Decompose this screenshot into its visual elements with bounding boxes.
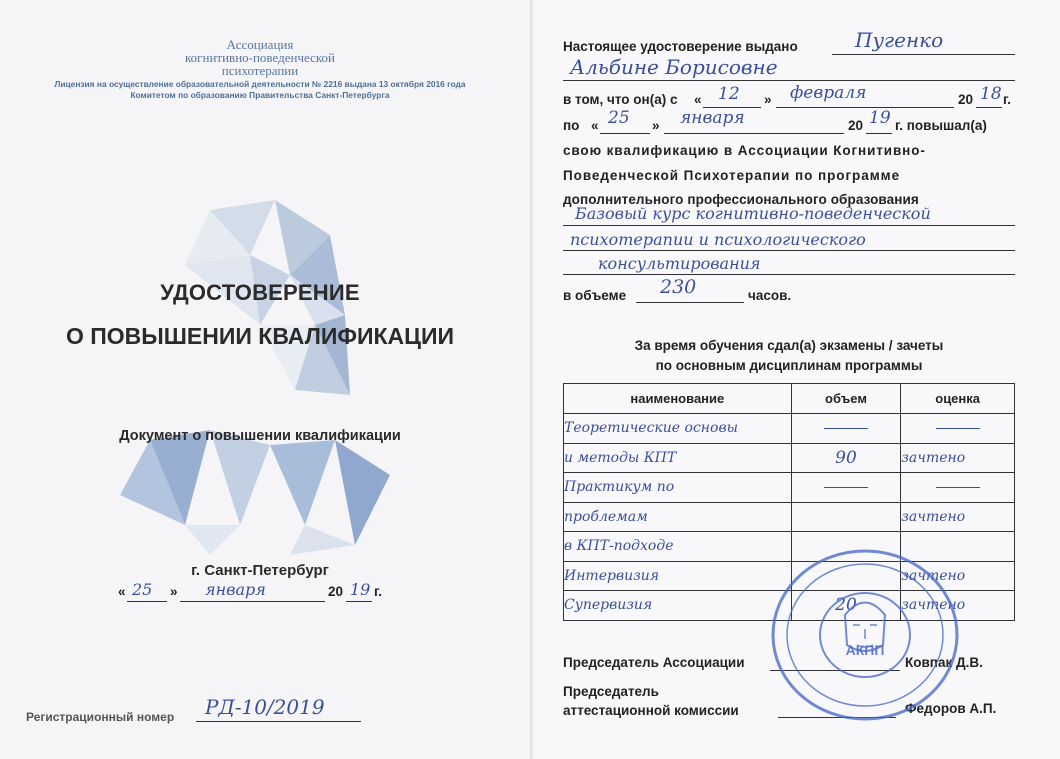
- association-line: когнитивно-поведенческой: [185, 50, 335, 65]
- date-quote-open: «: [118, 584, 126, 599]
- to-year-end: г. повышал(а): [895, 118, 987, 133]
- name-line: [563, 80, 1015, 81]
- volume-unit: часов.: [748, 288, 792, 303]
- date-day: 25: [132, 580, 153, 599]
- table-row: [564, 443, 1015, 473]
- commission-label-2: аттестационной комиссии: [563, 703, 739, 718]
- header-grade: оценка: [901, 384, 1015, 414]
- to-year-prefix: 20: [848, 118, 864, 133]
- program-line-3: [563, 274, 1015, 275]
- dash-mark: [936, 428, 980, 429]
- registration-label: Регистрационный номер: [26, 710, 175, 724]
- table-row: [564, 502, 1015, 532]
- body-line-3: дополнительного профессионального образования: [563, 192, 919, 207]
- polygonal-portrait-watermark: [90, 195, 420, 565]
- to-day-line: [600, 133, 650, 134]
- chairman-label: Председатель Ассоциации: [563, 655, 745, 670]
- date-year-prefix: 20: [328, 584, 344, 599]
- recipient-surname: Пугенко: [855, 28, 944, 52]
- stamp-center-text: АКПП: [845, 642, 885, 658]
- date-quote-close: »: [170, 584, 178, 599]
- commission-label-1: Председатель: [563, 684, 659, 699]
- row-grade: зачтено: [901, 502, 1015, 532]
- to-label: по: [563, 118, 580, 133]
- document-title-line2: О ПОВЫШЕНИИ КВАЛИФИКАЦИИ: [65, 323, 455, 349]
- exams-heading-2: по основным дисциплинам программы: [655, 358, 923, 373]
- volume-line: [636, 302, 744, 303]
- program-line-2: [563, 250, 1015, 251]
- from-year-end: г.: [1003, 92, 1012, 107]
- header-volume: объем: [791, 384, 901, 414]
- program-text-3: консультирования: [598, 254, 761, 273]
- to-year-line: [866, 133, 892, 134]
- association-name: [120, 38, 400, 77]
- association-line: психотерапии: [221, 63, 299, 78]
- date-month-line: [180, 601, 325, 602]
- to-quote-close: »: [652, 118, 660, 133]
- row-name: Практикум по: [564, 473, 792, 503]
- license-text: [10, 79, 510, 101]
- row-volume: 90: [791, 443, 901, 473]
- row-name: и методы КПТ: [564, 443, 792, 473]
- row-volume: [791, 502, 901, 532]
- to-month-line: [664, 133, 844, 134]
- row-grade: зачтено: [901, 443, 1015, 473]
- to-month: января: [680, 108, 745, 128]
- dash-mark: [824, 428, 868, 429]
- row-grade: [901, 414, 1015, 444]
- from-year-line: [976, 107, 1002, 108]
- from-day: 12: [718, 84, 740, 104]
- commission-name: Федоров А.П.: [905, 701, 997, 716]
- table-header-row: [564, 384, 1015, 414]
- volume-value: 230: [660, 276, 697, 298]
- dash-mark: [936, 487, 980, 488]
- from-quote-open: «: [694, 92, 702, 107]
- from-label: в том, что он(а) с: [563, 92, 678, 107]
- recipient-name: Альбине Борисовне: [570, 55, 778, 79]
- license-line: Комитетом по образованию Правительства Санкт-Петербурга: [130, 90, 390, 100]
- row-volume: 20: [791, 591, 901, 621]
- row-name: Теоретические основы: [564, 414, 792, 444]
- date-year: 19: [350, 580, 371, 599]
- row-volume: [791, 414, 901, 444]
- body-line-2: Поведенческой Психотерапии по программе: [563, 168, 901, 183]
- program-line-1: [563, 225, 1015, 226]
- from-year: 18: [980, 84, 1002, 104]
- volume-label: в объеме: [563, 288, 627, 303]
- dash-mark: [824, 487, 868, 488]
- table-row: [564, 414, 1015, 444]
- license-line: Лицензия на осуществление образовательной деятельности № 2216 выдана 13 октября 2016 года: [54, 79, 466, 89]
- document-subtitle: Документ о повышении квалификации: [119, 428, 401, 444]
- row-name: проблемам: [564, 502, 792, 532]
- row-volume: [791, 473, 901, 503]
- surname-line: [832, 54, 1015, 55]
- body-line-1: свою квалификацию в Ассоциации Когнитивно-: [563, 143, 926, 158]
- row-name: в КПТ-подходе: [564, 532, 792, 562]
- table-row: [564, 473, 1015, 503]
- row-name: Интервизия: [564, 561, 792, 591]
- from-year-prefix: 20: [958, 92, 974, 107]
- date-year-end: г.: [374, 584, 383, 599]
- exams-heading-1: За время обучения сдал(а) экзамены / зачеты: [634, 338, 944, 353]
- registration-line: [196, 721, 361, 722]
- issued-label: Настоящее удостоверение выдано: [563, 39, 798, 54]
- association-line: Ассоциация: [226, 37, 294, 52]
- date-year-line: [346, 601, 372, 602]
- round-seal-stamp: [765, 545, 965, 730]
- from-quote-close: »: [764, 92, 772, 107]
- row-grade: зачтено: [901, 591, 1015, 621]
- issue-city: г. Санкт-Петербург: [191, 562, 329, 579]
- row-name: Супервизия: [564, 591, 792, 621]
- document-title-line1: УДОСТОВЕРЕНИЕ: [160, 280, 360, 305]
- registration-number: РД-10/2019: [205, 695, 325, 719]
- date-month: января: [205, 580, 266, 599]
- from-month-line: [776, 107, 954, 108]
- to-year: 19: [869, 108, 891, 128]
- row-grade: [901, 473, 1015, 503]
- chairman-name: Ковпак Д.В.: [905, 655, 983, 670]
- program-text-1: Базовый курс когнитивно-поведенческой: [575, 204, 931, 223]
- date-day-line: [127, 601, 167, 602]
- to-day: 25: [608, 108, 630, 128]
- row-grade: зачтено: [901, 561, 1015, 591]
- to-quote-open: «: [591, 118, 599, 133]
- from-month: февраля: [790, 83, 867, 103]
- header-name: наименование: [564, 384, 792, 414]
- program-text-2: психотерапии и психологического: [570, 230, 866, 249]
